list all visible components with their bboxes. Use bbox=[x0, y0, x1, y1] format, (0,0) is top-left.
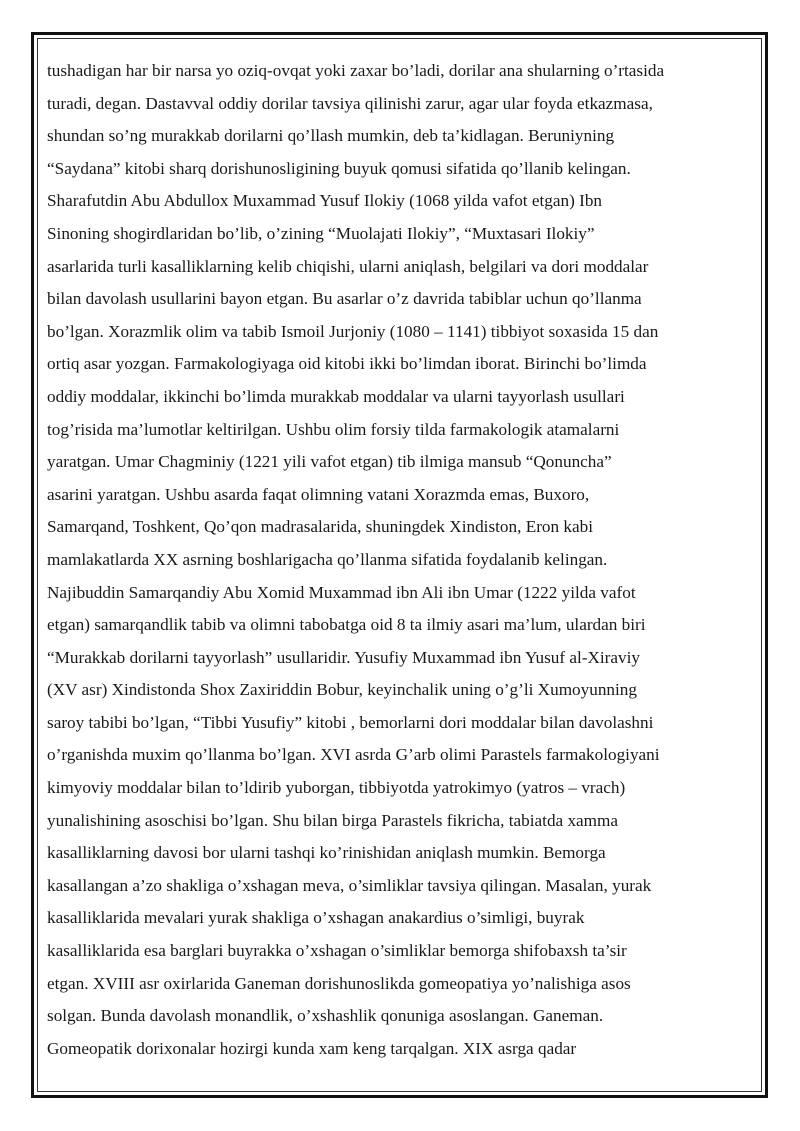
text-line: Sinoning shogirdlaridan bo’lib, o’zining “Muolajati Ilokiy”, “Muxtasari Ilokiy” bbox=[47, 223, 595, 243]
text-line: saroy tabibi bo’lgan, “Tibbi Yusufiy” kitobi , bemorlarni dori moddalar bilan davolashni bbox=[47, 712, 654, 732]
text-line: Samarqand, Toshkent, Qo’qon madrasalarida, shuningdek Xindiston, Eron kabi bbox=[47, 517, 593, 537]
text-line: kasalliklarida esa barglari buyrakka o’xshagan o’simliklar bemorga shifobaxsh ta’sir bbox=[47, 941, 627, 961]
text-line: ortiq asar yozgan. Farmakologiyaga oid kitobi ikki bo’limdan iborat. Birinchi bo’limda bbox=[47, 354, 647, 374]
text-line: bilan davolash usullarini bayon etgan. Bu asarlar o’z davrida tabiblar uchun qo’llanma bbox=[47, 289, 642, 309]
text-line: yunalishining asoschisi bo’lgan. Shu bilan birga Parastels fikricha, tabiatda xamma bbox=[47, 810, 619, 830]
text-line: Najibuddin Samarqandiy Abu Xomid Muxammad ibn Ali ibn Umar (1222 yilda vafot bbox=[47, 582, 636, 602]
text-line: oddiy moddalar, ikkinchi bo’limda murakkab moddalar va ularni tayyorlash usullari bbox=[47, 386, 625, 406]
text-line: shundan so’ng murakkab dorilarni qo’llash mumkin, deb ta’kidlagan. Beruniyning bbox=[47, 126, 615, 146]
text-line: tog’risida ma’lumotlar keltirilgan. Ushbu olim forsiy tilda farmakologik atamalarni bbox=[47, 419, 620, 439]
text-line: kasalliklarning davosi bor ularni tashqi ko’rinishidan aniqlash mumkin. Bemorga bbox=[47, 843, 606, 863]
text-line: yaratgan. Umar Chagminiy (1221 yili vafot etgan) tib ilmiga mansub “Qonuncha” bbox=[47, 452, 612, 472]
text-line: asarini yaratgan. Ushbu asarda faqat olimning vatani Xorazmda emas, Buxoro, bbox=[47, 484, 590, 504]
text-line: kimyoviy moddalar bilan to’ldirib yuborgan, tibbiyotda yatrokimyo (yatros – vrach) bbox=[47, 778, 626, 798]
text-line: kasallangan a’zo shakliga o’xshagan meva, o’simliklar tavsiya qilingan. Masalan, yurak bbox=[47, 875, 652, 895]
text-line: Sharafutdin Abu Abdullox Muxammad Yusuf Ilokiy (1068 yilda vafot etgan) Ibn bbox=[47, 191, 603, 211]
text-line: etgan) samarqandlik tabib va olimni tabobatga oid 8 ta ilmiy asari ma’lum, ulardan biri bbox=[47, 615, 646, 635]
text-line: “Murakkab dorilarni tayyorlash” usullaridir. Yusufiy Muxammad ibn Yusuf al-Xiraviy bbox=[47, 647, 640, 667]
text-line: o’rganishda muxim qo’llanma bo’lgan. XVI asrda G’arb olimi Parastels farmakologiyani bbox=[47, 745, 660, 765]
text-line: mamlakatlarda XX asrning boshlarigacha qo’llanma sifatida foydalanib kelingan. bbox=[47, 549, 608, 569]
text-line: kasalliklarida mevalari yurak shakliga o’xshagan anakardius o’simligi, buyrak bbox=[47, 908, 585, 928]
text-line: bo’lgan. Xorazmlik olim va tabib Ismoil Jurjoniy (1080 – 1141) tibbiyot soxasida 15 dan bbox=[47, 321, 659, 341]
text-line: (XV asr) Xindistonda Shox Zaxiriddin Bobur, keyinchalik uning o’g’li Xumoyunning bbox=[47, 680, 637, 700]
text-line: tushadigan har bir narsa yo oziq-ovqat yoki zaxar bo’ladi, dorilar ana shularning o’rtasida bbox=[47, 61, 665, 80]
text-line: “Saydana” kitobi sharq dorishunosligining buyuk qomusi sifatida qo’llanib kelingan. bbox=[47, 158, 631, 178]
text-line: asarlarida turli kasalliklarning kelib chiqishi, ularni aniqlash, belgilari va dori moddalar bbox=[47, 256, 649, 276]
text-line: turadi, degan. Dastavval oddiy dorilar tavsiya qilinishi zarur, agar ular foyda etkazmasa, bbox=[47, 93, 653, 113]
text-line: Gomeopatik dorixonalar hozirgi kunda xam keng tarqalgan. XIX asrga qadar bbox=[47, 1038, 577, 1058]
text-line: solgan. Bunda davolash monandlik, o’xshashlik qonuniga asoslangan. Ganeman. bbox=[47, 1006, 604, 1026]
text-line: etgan. XVIII asr oxirlarida Ganeman dorishunoslikda gomeopatiya yo’nalishiga asos bbox=[47, 973, 631, 993]
body-text bbox=[47, 55, 747, 1065]
